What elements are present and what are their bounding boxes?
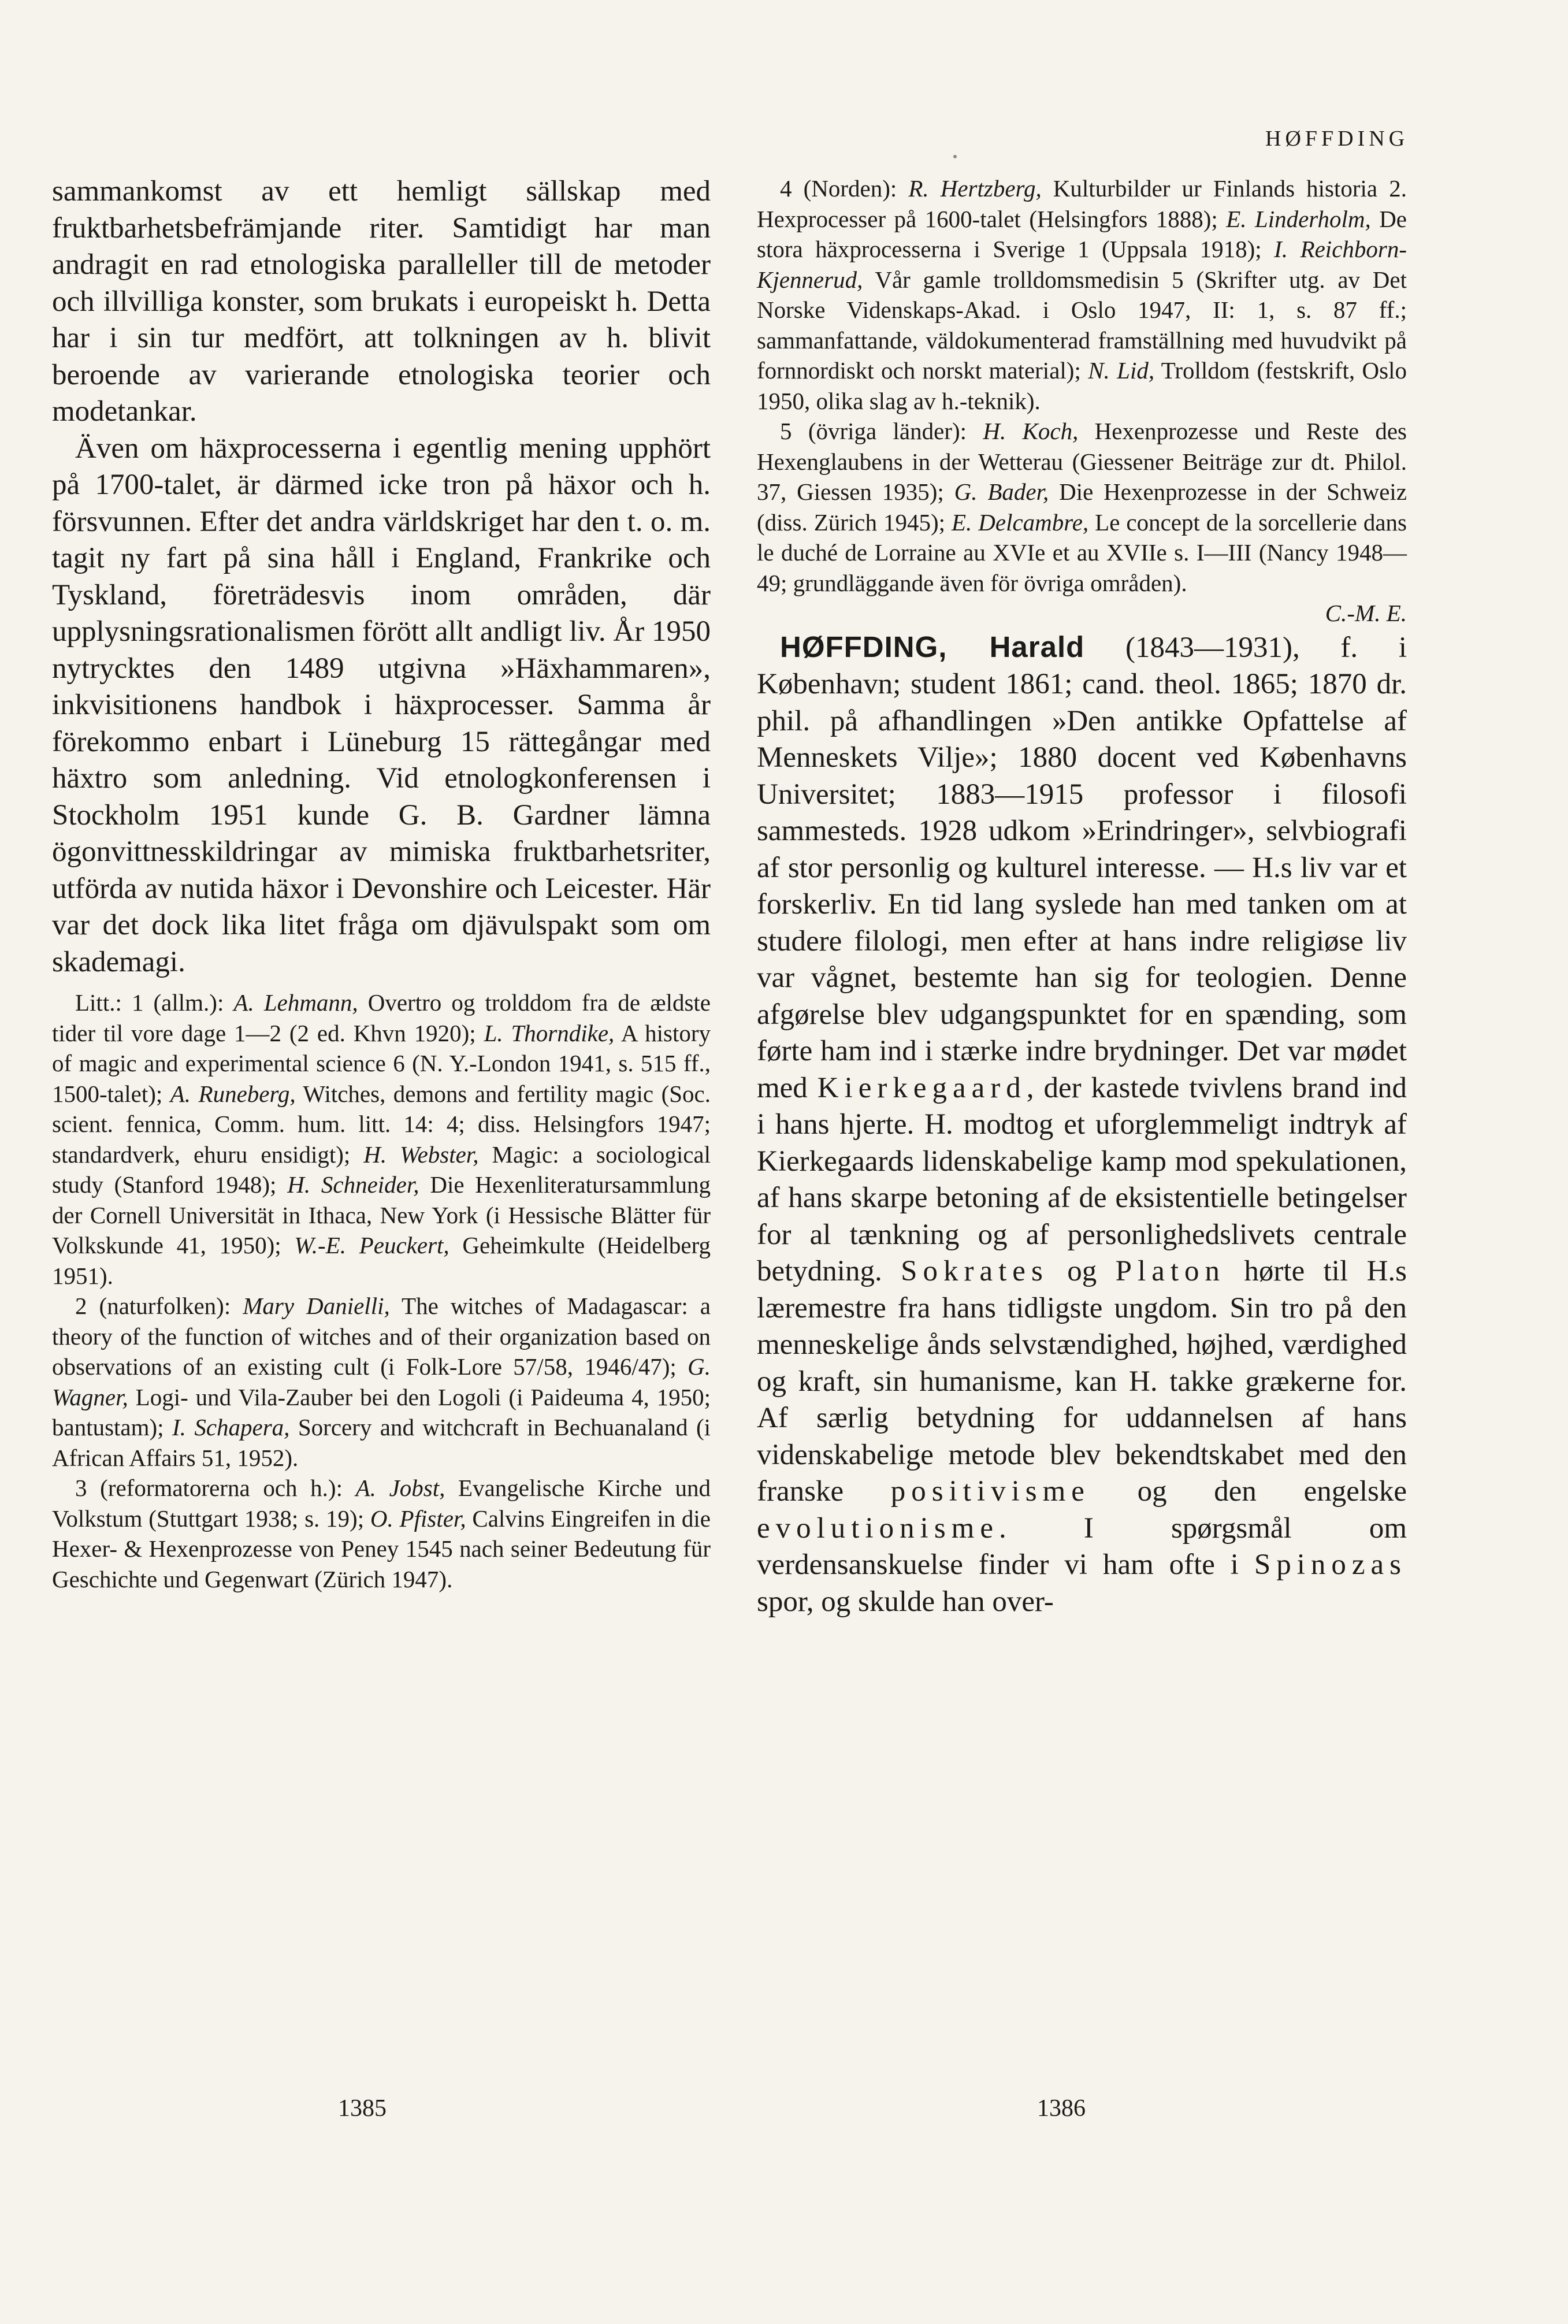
running-head: HØFFDING: [1265, 127, 1409, 151]
page-number-left: 1385: [338, 2095, 387, 2122]
entry-hoffding: [757, 629, 1407, 1621]
bibliography-section-3: 3 (reformatorerna och h.): A. Jobst, Evangelische Kirche und Volkstum (Stuttgart 1938; s. 19); O. Pfister, Calvins Eingreifen in die Hexer- & Hexenprozesse von Peney 1545 nach seiner Bedeutung für Geschichte und Gegenwart (Zürich 1947).: [52, 1475, 711, 1592]
paragraph: Även om häxprocesserna i egentlig mening upphört på 1700-talet, är därmed icke tron på häxor och h. försvunnen. Efter det andra världskriget har den t. o. m. tagit ny fart på sina håll i England, Frankrike och Tyskland, företrädesvis inom områden, där upplysningsrationalismen förött allt andligt liv. År 1950 nytrycktes den 1489 utgivna »Häxhammaren», inkvisitionens handbok i häxprocesser. Samma år förekommo enbart i Lüneburg 15 rättegångar med häxtro som anledning. Vid etnologkonferensen i Stockholm 1951 kunde G. B. Gardner lämna ögonvittnesskildringar av mimiska fruktbarhetsriter, utförda av nutida häxor i Devonshire och Leicester. Här var det dock lika litet fråga om djävulspakt som om skademagi.: [52, 432, 711, 978]
paragraph: sammankomst av ett hemligt sällskap med fruktbarhetsbefrämjande riter. Samtidigt har man andragit en rad etnologiska paralleller till de metoder och illvilliga konster, som brukats i europeiskt h. Detta har i sin tur medfört, att tolkningen av h. blivit beroende av varierande etnologiska teorier och modetankar.: [52, 175, 711, 428]
bibliography-section-5: 5 (övriga länder): H. Koch, Hexenprozesse und Reste des Hexenglaubens in der Wetterau (Giessener Beiträge zur dt. Philol. 37, Giessen 1935); G. Bader, Die Hexenprozesse in der Schweiz (diss. Zürich 1945); E. Delcambre, Le concept de la sorcellerie dans le duché de Lorraine au XVIe et au XVIIe s. I—III (Nancy 1948—49; grundläggande även för övriga områden).: [757, 418, 1407, 596]
entry-paragraph: HØFFDING, Harald (1843—1931), f. i København; student 1861; cand. theol. 1865; 1870 dr. phil. på afhandlingen »Den antikke Opfattelse af Menneskets Vilje»; 1880 docent ved Københavns Universitet; 1883—1915 professor i filosofi sammesteds. 1928 udkom »Erindringer», selvbiografi af stor personlig og kulturel interesse. — H.s liv var et forskerliv. En tid lang syslede han med tanken om at studere filologi, men efter at hans indre religiøse liv var vågnet, bestemte han sig for teologien. Denne afgørelse blev udgangspunktet for en spænding, som førte ham ind i stærke indre brydninger. Det var mødet med Kierkegaard, der kastede tvivlens brand ind i hans hjerte. H. modtog et uforglemmeligt indtryk af Kierkegaards lidenskabelige kamp mod spekulationen, af hans skarpe betoning af de eksistentielle betingelser for al tænkning og af personlighedslivets centrale betydning. Sokrates og Platon hørte til H.s læremestre fra hans tidligste ungdom. Sin tro på den menneskelige ånds selvstændighed, højhed, værdighed og kraft, sin humanisme, kan H. takke grækerne for. Af særlig betydning for uddannelsen af hans videnskabelige metode blev bekendtskabet med den franske positivisme og den engelske evolutionisme. I spørgsmål om verdensanskuelse finder vi ham ofte i Spinozas spor, og skulde han over-: [757, 630, 1407, 1618]
bibliography-section-2: 2 (naturfolken): Mary Danielli, The witches of Madagascar: a theory of the function of witches and of their organization based on observations of an existing cult (i Folk-Lore 57/58, 1946/47); G. Wagner, Logi- und Vila-Zauber bei den Logoli (i Paideuma 4, 1950; bantustam); I. Schapera, Sorcery and witchcraft in Bechuanaland (i African Affairs 51, 1952).: [52, 1293, 711, 1471]
entry-headword: HØFFDING, Harald: [780, 630, 1085, 663]
bibliography-section-4: 4 (Norden): R. Hertzberg, Kulturbilder ur Finlands historia 2. Hexprocesser på 1600-talet (Helsingfors 1888); E. Linderholm, De stora häxprocesserna i Sverige 1 (Uppsala 1918); I. Reichborn-Kjennerud, Vår gamle trolldomsmedisin 5 (Skrifter utg. av Det Norske Videnskaps-Akad. i Oslo 1947, II: 1, s. 87 ff.; sammanfattande, väldokumenterad framställning med huvudvikt på fornnordiskt och norskt material); N. Lid, Trolldom (festskrift, Oslo 1950, olika slag av h.-teknik).: [757, 175, 1407, 414]
right-column: [757, 173, 1407, 1620]
bibliography-section-1: Litt.: 1 (allm.): A. Lehmann, Overtro og trolddom fra de ældste tider til vore dage 1—2 (2 ed. Khvn 1920); L. Thorndike, A history of magic and experimental science 6 (N. Y.-London 1941, s. 515 ff., 1500-talet); A. Runeberg, Witches, demons and fertility magic (Soc. scient. fennica, Comm. hum. litt. 14: 4; diss. Helsingfors 1947; standardverk, ehuru ensidigt); H. Webster, Magic: a sociological study (Stanford 1948); H. Schneider, Die Hexenliteratursammlung der Cornell Universität in Ithaca, New York (i Hessische Blätter für Volkskunde 41, 1950); W.-E. Peuckert, Geheimkulte (Heidelberg 1951).: [52, 989, 711, 1289]
left-column: [52, 173, 711, 1594]
bibliography-continued: [757, 173, 1407, 629]
left-body-text: [52, 173, 711, 981]
ink-dot: [953, 155, 957, 158]
bibliography: [52, 987, 711, 1594]
page-number-right: 1386: [1037, 2095, 1086, 2122]
author-signature: C.-M. E.: [1325, 600, 1407, 626]
